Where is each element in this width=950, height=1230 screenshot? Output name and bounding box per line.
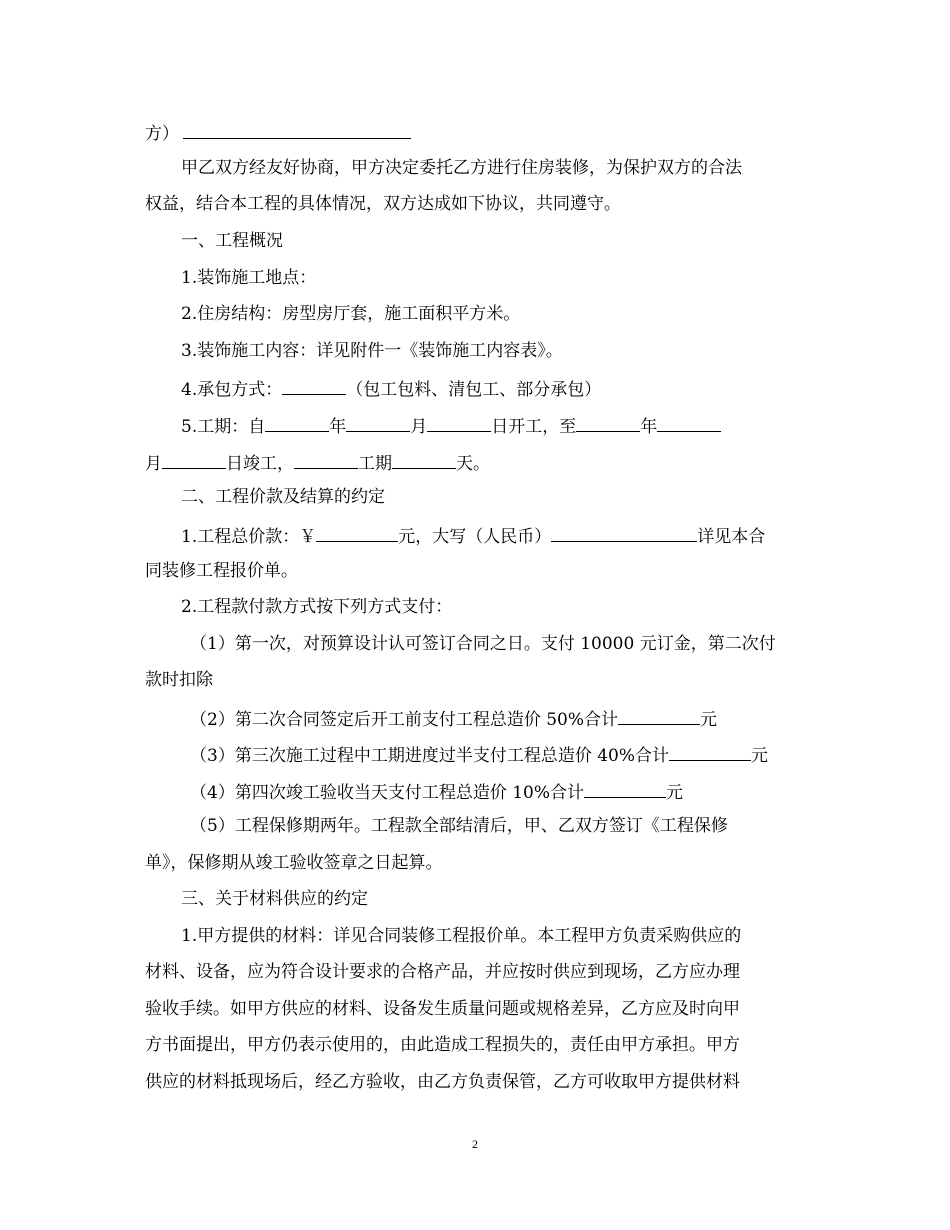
payment-3-unit: 元 [751,746,769,766]
schedule-text: 5.工期：自 [181,417,266,437]
page-number: 2 [472,1137,478,1151]
total-price-blank [316,524,398,542]
schedule-text: 年 [329,417,347,437]
materials-paragraph-line-4: 方书面提出，甲方仍表示使用的，由此造成工程损失的，责任由甲方承担。甲方 [145,1035,740,1055]
schedule-blank [265,414,329,432]
section-title-price: 二、工程价款及结算的约定 [181,487,385,507]
payment-2-blank [618,707,700,725]
payment-1-line-1: （1）第一次，对预算设计认可签订合同之日。支付 10000 元订金，第二次付 [190,634,776,654]
schedule-text: 月 [410,417,428,437]
contract-mode-blank [282,377,346,395]
schedule-text: 工期 [358,454,392,474]
materials-paragraph-line-3: 验收手续。如甲方供应的材料、设备发生质量问题或规格差异，乙方应及时向甲 [145,999,740,1019]
intro-paragraph-line-1: 甲乙双方经友好协商，甲方决定委托乙方进行住房装修，为保护双方的合法 [181,158,742,178]
payment-5-line-1: （5）工程保修期两年。工程款全部结清后，甲、乙双方签订《工程保修 [190,816,728,836]
materials-paragraph-line-2: 材料、设备，应为符合设计要求的合格产品，并应按时供应到现场，乙方应办理 [145,962,740,982]
item-contract-mode [181,377,601,400]
schedule-blank [294,451,358,469]
payment-5-line-2: 单》，保修期从竣工验收签章之日起算。 [145,853,443,873]
contract-mode-label: 4.承包方式： [181,380,283,400]
party-blank [183,121,411,139]
item-construction-content: 3.装饰施工内容：详见附件一《装饰施工内容表》。 [181,341,563,361]
party-line [145,121,411,144]
payment-1-line-2: 款时扣除 [145,670,213,690]
item-house-structure: 2.住房结构：房型房厅套，施工面积平方米。 [181,304,521,324]
materials-paragraph-line-5: 供应的材料抵现场后，经乙方验收，由乙方负责保管，乙方可收取甲方提供材料 [145,1072,740,1092]
schedule-blank [427,414,491,432]
payment-3 [190,743,768,766]
total-price-capital-blank [551,524,697,542]
schedule-blank [576,414,640,432]
schedule-text: 年 [640,417,658,437]
payment-3-blank [669,743,751,761]
schedule-blank [162,451,226,469]
item-schedule-line-1 [181,414,721,437]
section-title-overview: 一、工程概况 [181,231,283,251]
schedule-text: 天。 [456,454,490,474]
contract-mode-note: （包工包料、清包工、部分承包） [346,380,602,400]
item-schedule-line-2 [145,451,490,474]
intro-paragraph-line-2: 权益，结合本工程的具体情况，双方达成如下协议，共同遵守。 [145,194,621,214]
schedule-blank [346,414,410,432]
payment-4-blank [584,780,666,798]
item-total-price-line-1 [181,524,765,547]
item-payment-method: 2.工程款付款方式按下列方式支付： [181,597,453,617]
schedule-text: 日竣工， [226,454,294,474]
payment-2 [190,707,717,730]
total-price-note: 详见本合 [697,527,766,547]
payment-4-unit: 元 [666,783,684,803]
payment-2-unit: 元 [700,710,718,730]
materials-paragraph-line-1: 1.甲方提供的材料：详见合同装修工程报价单。本工程甲方负责采购供应的 [181,926,742,946]
party-label: 方） [145,124,179,144]
schedule-blank [657,414,721,432]
payment-2-text: （2）第二次合同签定后开工前支付工程总造价 50%合计 [190,710,619,730]
item-total-price-line-2: 同装修工程报价单。 [145,561,298,581]
schedule-text: 日开工，至 [491,417,577,437]
payment-4 [190,780,683,803]
item-construction-site: 1.装饰施工地点： [181,268,317,288]
total-price-capital-label: 元，大写（人民币） [398,527,552,547]
payment-4-text: （4）第四次竣工验收当天支付工程总造价 10%合计 [190,783,585,803]
schedule-text: 月 [145,454,162,474]
total-price-label: 1.工程总价款：￥ [181,527,317,547]
schedule-blank [392,451,456,469]
payment-3-text: （3）第三次施工过程中工期进度过半支付工程总造价 40%合计 [190,746,670,766]
section-title-materials: 三、关于材料供应的约定 [181,889,368,909]
